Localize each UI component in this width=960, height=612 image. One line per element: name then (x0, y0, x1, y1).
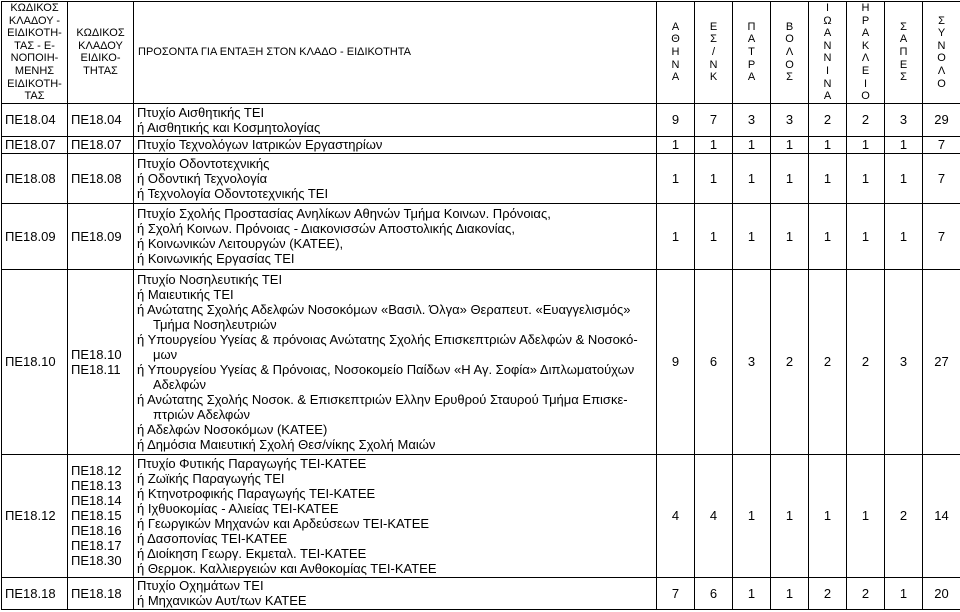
value-athens: 7 (657, 577, 695, 609)
specialty-code: ΠΕ18.09 (68, 203, 134, 269)
value-ioannina: 2 (809, 103, 847, 136)
table-row (2, 203, 960, 269)
value-volos: 1 (771, 203, 809, 269)
specialty-code: ΠΕ18.08 (68, 153, 134, 203)
value-volos: 3 (771, 103, 809, 136)
value-patra: 1 (733, 136, 771, 153)
value-east-attica: 1 (695, 136, 733, 153)
value-east-attica: 4 (695, 454, 733, 577)
value-total: 7 (923, 136, 960, 153)
qualification-text: Πτυχίο Σχολής Προστασίας Ανηλίκων Αθηνών Τμήμα Κοινων. Πρόνοιας, ή Σχολή Κοινων. Πρόνοιας - Διακονισσών Αποστολικής Διακονίας, ή Κοινωνικών Λειτουργών (ΚΑΤΕΕ), ή Κοινωνικής Εργασίας ΤΕΙ (134, 203, 657, 269)
value-heraklion: 2 (847, 269, 885, 454)
header-region-athens: Α Θ Η Ν Α (657, 2, 695, 104)
table-row (2, 136, 960, 153)
value-sapes: 1 (885, 203, 923, 269)
table-row (2, 153, 960, 203)
value-ioannina: 2 (809, 577, 847, 609)
value-ioannina: 2 (809, 269, 847, 454)
value-total: 29 (923, 103, 960, 136)
specialty-code: ΠΕ18.04 (68, 103, 134, 136)
table-row (2, 577, 960, 609)
qualification-text: Πτυχίο Τεχνολόγων Ιατρικών Εργαστηρίων (134, 136, 657, 153)
value-heraklion: 1 (847, 153, 885, 203)
branch-code: ΠΕ18.04 (2, 103, 68, 136)
header-region-heraklion: Η Ρ Α Κ Λ Ε Ι Ο (847, 2, 885, 104)
value-sapes: 1 (885, 136, 923, 153)
value-patra: 1 (733, 203, 771, 269)
specialty-code: ΠΕ18.12 ΠΕ18.13 ΠΕ18.14 ΠΕ18.15 ΠΕ18.16 ΠΕ18.17 ΠΕ18.30 (68, 454, 134, 577)
specialty-code: ΠΕ18.10 ΠΕ18.11 (68, 269, 134, 454)
value-athens: 1 (657, 153, 695, 203)
value-patra: 3 (733, 269, 771, 454)
value-sapes: 2 (885, 454, 923, 577)
value-volos: 1 (771, 577, 809, 609)
value-total: 20 (923, 577, 960, 609)
value-athens: 1 (657, 203, 695, 269)
header-code-branch: ΚΩΔΙΚΟΣ ΚΛΑΔΟΥ ΕΙΔΙΚΟ- ΤΗΤΑΣ (68, 2, 134, 104)
value-athens: 9 (657, 103, 695, 136)
header-total: Σ Υ Ν Ο Λ Ο (923, 2, 960, 104)
value-heraklion: 1 (847, 203, 885, 269)
header-row (2, 2, 960, 104)
specialty-quota-table (1, 1, 960, 610)
table-row (2, 454, 960, 577)
value-total: 7 (923, 153, 960, 203)
qualification-text: Πτυχίο Νοσηλευτικής ΤΕΙ ή Μαιευτικής ΤΕΙ ή Ανώτατης Σχολής Αδελφών Νοσοκόμων «Βασιλ. Όλγα» Θεραπευτ. «Ευαγγελισμός» Τμήμα Νοσηλευτριών ή Υπουργείου Υγείας & πρόνοιας Ανώτατης Σχολής Επισκεπτριών Αδελφών & Νοσοκό- μων ή Υπουργείου Υγείας & Πρόνοιας, Νοσοκομείο Παίδων «Η Αγ. Σοφία» Διπλωματούχων Αδελφών ή Ανώτατης Σχολής Νοσοκ. & Επισκεπτριών Ελλην Ερυθρού Σταυρού Τμήμα Επισκε- πτριών Αδελφών ή Αδελφών Νοσοκόμων (ΚΑΤΕΕ) ή Δημόσια Μαιευτική Σχολή Θεσ/νίκης Σχολή Μαιών (134, 269, 657, 454)
value-heraklion: 1 (847, 454, 885, 577)
value-heraklion: 2 (847, 103, 885, 136)
qualification-text: Πτυχίο Οχημάτων ΤΕΙ ή Μηχανικών Αυτ/των ΚΑΤΕΕ (134, 577, 657, 609)
value-total: 14 (923, 454, 960, 577)
qualification-text: Πτυχίο Οδοντοτεχνικής ή Οδοντική Τεχνολογία ή Τεχνολογία Οδοντοτεχνικής ΤΕΙ (134, 153, 657, 203)
value-volos: 1 (771, 136, 809, 153)
header-region-east-attica: Ε Σ / Ν Κ (695, 2, 733, 104)
value-sapes: 1 (885, 577, 923, 609)
header-region-sapes: Σ Α Π Ε Σ (885, 2, 923, 104)
value-heraklion: 1 (847, 136, 885, 153)
branch-code: ΠΕ18.08 (2, 153, 68, 203)
value-east-attica: 6 (695, 577, 733, 609)
value-patra: 1 (733, 454, 771, 577)
value-athens: 1 (657, 136, 695, 153)
value-volos: 1 (771, 153, 809, 203)
branch-code: ΠΕ18.18 (2, 577, 68, 609)
header-region-ioannina: Ι Ω Α Ν Ν Ι Ν Α (809, 2, 847, 104)
header-qualifications: ΠΡΟΣΟΝΤΑ ΓΙΑ ΕΝΤΑΞΗ ΣΤΟΝ ΚΛΑΔΟ - ΕΙΔΙΚΟΤΗΤΑ (134, 2, 657, 104)
value-sapes: 3 (885, 103, 923, 136)
value-east-attica: 6 (695, 269, 733, 454)
value-ioannina: 1 (809, 153, 847, 203)
table-row (2, 103, 960, 136)
value-athens: 4 (657, 454, 695, 577)
qualification-text: Πτυχίο Αισθητικής ΤΕΙ ή Αισθητικής και Κοσμητολογίας (134, 103, 657, 136)
value-ioannina: 1 (809, 203, 847, 269)
header-region-patra: Π Α Τ Ρ Α (733, 2, 771, 104)
header-code-specialty: ΚΩΔΙΚΟΣ ΚΛΑΔΟΥ - ΕΙΔΙΚΟΤΗ- ΤΑΣ - Ε- ΝΟΠΟΙΗ- ΜΕΝΗΣ ΕΙΔΙΚΟΤΗ- ΤΑΣ (2, 2, 68, 104)
value-patra: 1 (733, 153, 771, 203)
branch-code: ΠΕ18.12 (2, 454, 68, 577)
value-total: 7 (923, 203, 960, 269)
value-ioannina: 1 (809, 454, 847, 577)
table-row (2, 269, 960, 454)
value-east-attica: 7 (695, 103, 733, 136)
value-sapes: 3 (885, 269, 923, 454)
specialty-code: ΠΕ18.18 (68, 577, 134, 609)
value-volos: 1 (771, 454, 809, 577)
value-heraklion: 2 (847, 577, 885, 609)
value-volos: 2 (771, 269, 809, 454)
value-patra: 1 (733, 577, 771, 609)
value-east-attica: 1 (695, 153, 733, 203)
branch-code: ΠΕ18.10 (2, 269, 68, 454)
value-east-attica: 1 (695, 203, 733, 269)
value-sapes: 1 (885, 153, 923, 203)
value-total: 27 (923, 269, 960, 454)
branch-code: ΠΕ18.07 (2, 136, 68, 153)
branch-code: ΠΕ18.09 (2, 203, 68, 269)
value-ioannina: 1 (809, 136, 847, 153)
specialty-code: ΠΕ18.07 (68, 136, 134, 153)
header-region-volos: Β Ο Λ Ο Σ (771, 2, 809, 104)
qualification-text: Πτυχίο Φυτικής Παραγωγής ΤΕΙ-ΚΑΤΕΕ ή Ζωϊκής Παραγωγής ΤΕΙ ή Κτηνοτροφικής Παραγωγής ΤΕΙ-ΚΑΤΕΕ ή Ιχθυοκομίας - Αλιείας ΤΕΙ-ΚΑΤΕΕ ή Γεωργικών Μηχανών και Αρδεύσεων ΤΕΙ-ΚΑΤΕΕ ή Δασοπονίας ΤΕΙ-ΚΑΤΕΕ ή Διοίκηση Γεωργ. Εκμεταλ. ΤΕΙ-ΚΑΤΕΕ ή Θερμοκ. Καλλιεργειών και Ανθοκομίας ΤΕΙ-ΚΑΤΕΕ (134, 454, 657, 577)
value-athens: 9 (657, 269, 695, 454)
value-patra: 3 (733, 103, 771, 136)
